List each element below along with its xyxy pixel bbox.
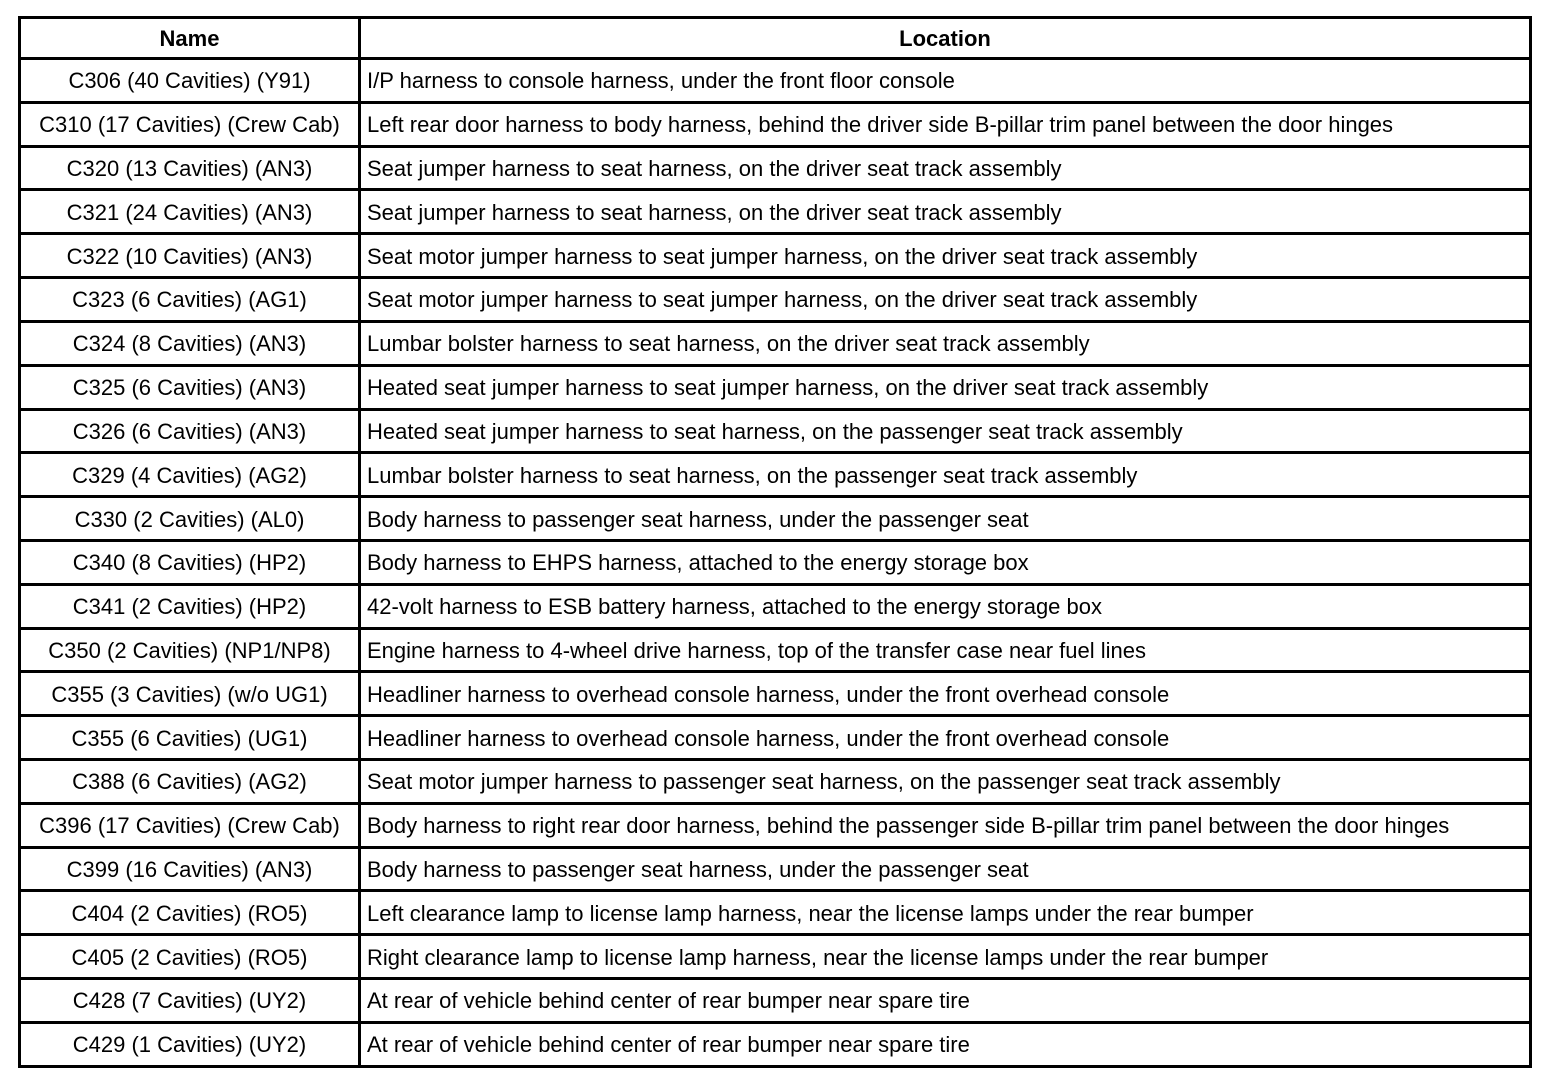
connector-location-cell: Headliner harness to overhead console harness, under the front overhead console xyxy=(360,716,1531,760)
connector-name-cell: C329 (4 Cavities) (AG2) xyxy=(20,453,360,497)
connector-name-cell: C405 (2 Cavities) (RO5) xyxy=(20,935,360,979)
connector-name-cell: C388 (6 Cavities) (AG2) xyxy=(20,760,360,804)
connector-location-cell: Body harness to passenger seat harness, under the passenger seat xyxy=(360,847,1531,891)
table-row xyxy=(20,102,1531,146)
connector-name-cell: C404 (2 Cavities) (RO5) xyxy=(20,891,360,935)
connector-location-cell: Seat jumper harness to seat harness, on the driver seat track assembly xyxy=(360,146,1531,190)
table-row xyxy=(20,540,1531,584)
table-row xyxy=(20,891,1531,935)
column-header-location: Location xyxy=(360,18,1531,59)
connector-name-cell: C321 (24 Cavities) (AN3) xyxy=(20,190,360,234)
column-header-name: Name xyxy=(20,18,360,59)
connector-name-cell: C399 (16 Cavities) (AN3) xyxy=(20,847,360,891)
connector-location-cell: Seat motor jumper harness to seat jumper harness, on the driver seat track assembly xyxy=(360,278,1531,322)
connector-location-cell: Heated seat jumper harness to seat harness, on the passenger seat track assembly xyxy=(360,409,1531,453)
connector-location-cell: Left rear door harness to body harness, behind the driver side B-pillar trim panel between the door hinges xyxy=(360,102,1531,146)
connector-name-cell: C429 (1 Cavities) (UY2) xyxy=(20,1022,360,1066)
connector-name-cell: C325 (6 Cavities) (AN3) xyxy=(20,365,360,409)
connector-name-cell: C310 (17 Cavities) (Crew Cab) xyxy=(20,102,360,146)
connector-name-cell: C322 (10 Cavities) (AN3) xyxy=(20,234,360,278)
table-row xyxy=(20,190,1531,234)
connector-location-cell: Seat jumper harness to seat harness, on the driver seat track assembly xyxy=(360,190,1531,234)
connector-name-cell: C428 (7 Cavities) (UY2) xyxy=(20,979,360,1023)
connector-location-cell: Engine harness to 4-wheel drive harness, top of the transfer case near fuel lines xyxy=(360,628,1531,672)
connector-name-cell: C341 (2 Cavities) (HP2) xyxy=(20,584,360,628)
connector-location-cell: Lumbar bolster harness to seat harness, on the driver seat track assembly xyxy=(360,321,1531,365)
table-row xyxy=(20,59,1531,103)
connector-location-cell: 42-volt harness to ESB battery harness, attached to the energy storage box xyxy=(360,584,1531,628)
connector-location-cell: I/P harness to console harness, under the front floor console xyxy=(360,59,1531,103)
connector-location-cell: Seat motor jumper harness to seat jumper harness, on the driver seat track assembly xyxy=(360,234,1531,278)
connector-name-cell: C323 (6 Cavities) (AG1) xyxy=(20,278,360,322)
connector-location-cell: Seat motor jumper harness to passenger seat harness, on the passenger seat track assembly xyxy=(360,760,1531,804)
connector-location-cell: At rear of vehicle behind center of rear bumper near spare tire xyxy=(360,1022,1531,1066)
connector-name-cell: C350 (2 Cavities) (NP1/NP8) xyxy=(20,628,360,672)
table-row xyxy=(20,278,1531,322)
connector-name-cell: C340 (8 Cavities) (HP2) xyxy=(20,540,360,584)
connector-location-cell: Body harness to right rear door harness, behind the passenger side B-pillar trim panel between the door hinges xyxy=(360,803,1531,847)
table-row xyxy=(20,628,1531,672)
table-row xyxy=(20,321,1531,365)
connector-name-cell: C355 (6 Cavities) (UG1) xyxy=(20,716,360,760)
table-row xyxy=(20,365,1531,409)
connector-name-cell: C330 (2 Cavities) (AL0) xyxy=(20,497,360,541)
table-row xyxy=(20,716,1531,760)
table-row xyxy=(20,935,1531,979)
connector-location-cell: Headliner harness to overhead console harness, under the front overhead console xyxy=(360,672,1531,716)
table-row xyxy=(20,1022,1531,1066)
connector-location-cell: Heated seat jumper harness to seat jumper harness, on the driver seat track assembly xyxy=(360,365,1531,409)
table-row xyxy=(20,979,1531,1023)
table-row xyxy=(20,584,1531,628)
connector-location-cell: Lumbar bolster harness to seat harness, on the passenger seat track assembly xyxy=(360,453,1531,497)
connector-location-cell: Body harness to passenger seat harness, under the passenger seat xyxy=(360,497,1531,541)
connector-name-cell: C355 (3 Cavities) (w/o UG1) xyxy=(20,672,360,716)
table-row xyxy=(20,234,1531,278)
connector-name-cell: C324 (8 Cavities) (AN3) xyxy=(20,321,360,365)
table-row xyxy=(20,453,1531,497)
connector-name-cell: C396 (17 Cavities) (Crew Cab) xyxy=(20,803,360,847)
table-row xyxy=(20,497,1531,541)
connector-location-cell: Left clearance lamp to license lamp harness, near the license lamps under the rear bumper xyxy=(360,891,1531,935)
table-row xyxy=(20,760,1531,804)
table-body xyxy=(20,59,1531,1067)
connector-name-cell: C320 (13 Cavities) (AN3) xyxy=(20,146,360,190)
table-row xyxy=(20,146,1531,190)
header-row xyxy=(20,18,1531,59)
connector-location-cell: Body harness to EHPS harness, attached to the energy storage box xyxy=(360,540,1531,584)
connector-location-cell: At rear of vehicle behind center of rear bumper near spare tire xyxy=(360,979,1531,1023)
table-row xyxy=(20,803,1531,847)
table-row xyxy=(20,409,1531,453)
connector-location-table xyxy=(18,16,1532,1068)
connector-name-cell: C306 (40 Cavities) (Y91) xyxy=(20,59,360,103)
connector-name-cell: C326 (6 Cavities) (AN3) xyxy=(20,409,360,453)
connector-location-cell: Right clearance lamp to license lamp harness, near the license lamps under the rear bumper xyxy=(360,935,1531,979)
table-row xyxy=(20,847,1531,891)
table-row xyxy=(20,672,1531,716)
